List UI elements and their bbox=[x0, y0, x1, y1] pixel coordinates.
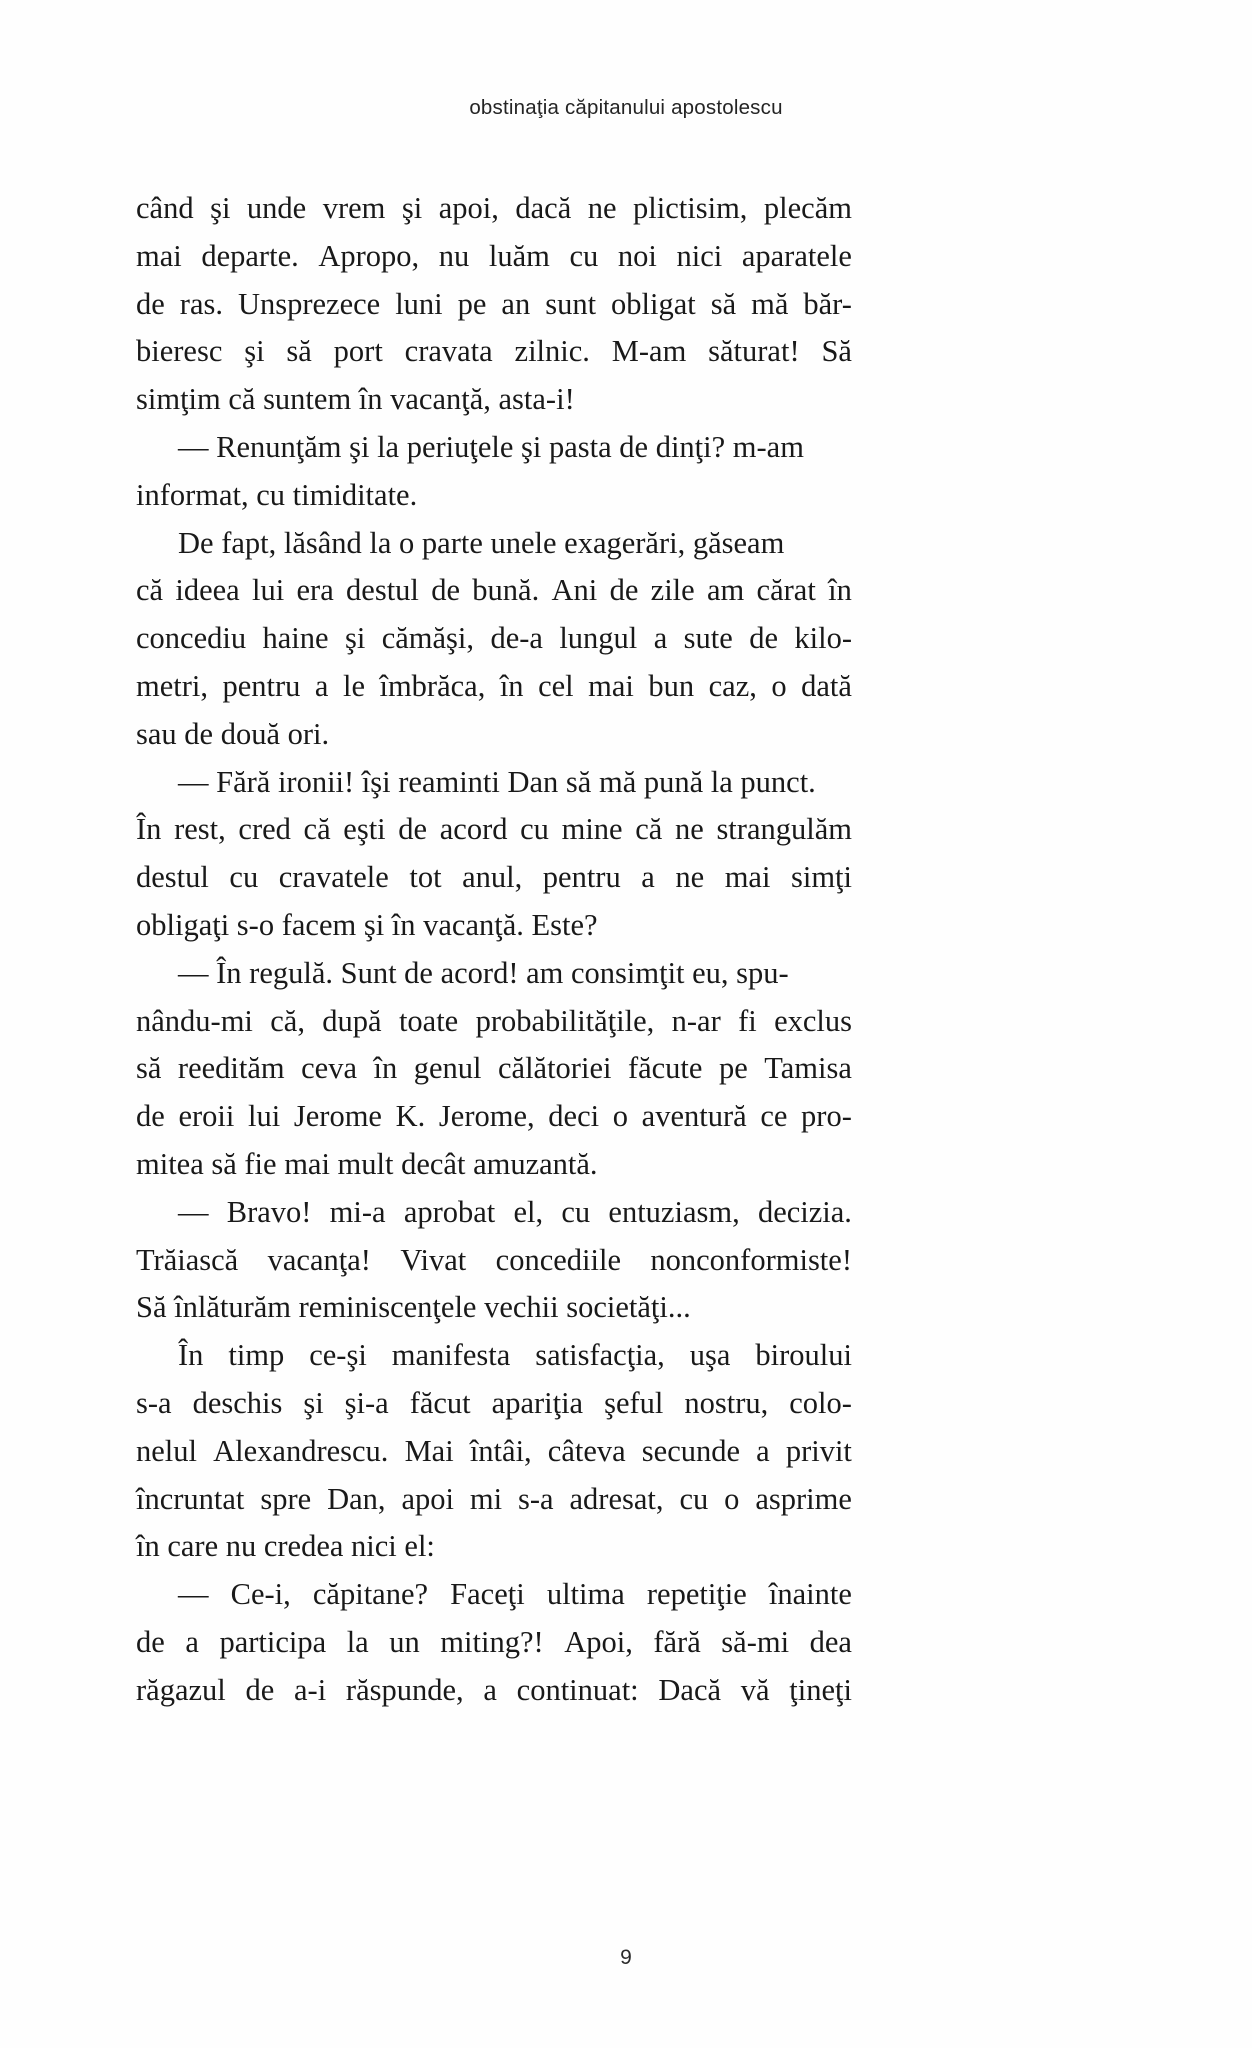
word: privit bbox=[785, 1433, 852, 1468]
word: cămăşi, bbox=[381, 621, 475, 656]
word: genul bbox=[413, 1051, 482, 1086]
word: ras. bbox=[179, 286, 223, 321]
word: de bbox=[136, 1624, 165, 1659]
word: îmbrăca, bbox=[379, 668, 486, 703]
text-line: — Renunţăm şi la periuţele şi pasta de dinţi? m-am bbox=[178, 429, 804, 464]
word: timp bbox=[228, 1338, 285, 1373]
word: şi-a bbox=[344, 1385, 389, 1420]
word: să bbox=[136, 1051, 162, 1086]
word: în bbox=[373, 1051, 398, 1086]
word: ultima bbox=[546, 1577, 625, 1612]
word: Trăiască bbox=[136, 1242, 239, 1277]
word: Dacă bbox=[658, 1672, 722, 1707]
word: nostru, bbox=[684, 1385, 769, 1420]
word: repetiţie bbox=[646, 1577, 747, 1612]
word: s-a bbox=[518, 1481, 554, 1516]
word: Apropo, bbox=[318, 238, 420, 273]
word: să bbox=[286, 334, 312, 369]
word: strangulăm bbox=[716, 812, 852, 847]
word: cu bbox=[520, 812, 549, 847]
word: miting?! bbox=[440, 1624, 544, 1659]
word: făcut bbox=[409, 1385, 471, 1420]
word: ceva bbox=[301, 1051, 357, 1086]
word: vacanţa! bbox=[267, 1242, 371, 1277]
word: pro- bbox=[801, 1099, 852, 1134]
word: n-ar bbox=[671, 1003, 721, 1038]
word: a bbox=[653, 621, 668, 656]
word: de bbox=[136, 1099, 165, 1134]
word: că bbox=[303, 812, 331, 847]
word: fi bbox=[738, 1003, 757, 1038]
word: Ce-i, bbox=[230, 1577, 291, 1612]
word: Ani bbox=[551, 573, 598, 608]
word: vrem bbox=[322, 191, 386, 225]
text-line bbox=[136, 998, 852, 1046]
text-line: — Fără ironii! îşi reaminti Dan să mă pună la punct. bbox=[178, 764, 816, 799]
word: încruntat bbox=[136, 1481, 245, 1516]
word: călătoriei bbox=[498, 1051, 612, 1086]
text-line bbox=[136, 663, 852, 711]
word: Tamisa bbox=[764, 1051, 852, 1086]
text-line: — În regulă. Sunt de acord! am consimţit eu, spu- bbox=[178, 955, 789, 990]
word: întâi, bbox=[469, 1433, 532, 1468]
text-line: informat, cu timiditate. bbox=[136, 477, 418, 512]
word: mai bbox=[588, 668, 634, 703]
word: de bbox=[136, 286, 165, 321]
word: am bbox=[706, 573, 745, 608]
word: Jerome, bbox=[438, 1099, 535, 1134]
word: cravata bbox=[404, 334, 493, 369]
word: satisfacţia, bbox=[535, 1338, 665, 1373]
text-line bbox=[136, 1428, 852, 1476]
word: entuziasm, bbox=[608, 1194, 740, 1229]
word: luni bbox=[395, 286, 443, 321]
word: dată bbox=[801, 668, 852, 703]
word: acord bbox=[439, 812, 508, 847]
word: era bbox=[296, 573, 334, 608]
text-line bbox=[136, 1332, 852, 1380]
word: a bbox=[185, 1624, 199, 1659]
word: Dan, bbox=[327, 1481, 386, 1516]
word: decizia. bbox=[757, 1194, 852, 1229]
word: K. bbox=[395, 1099, 426, 1134]
word: aventură bbox=[641, 1099, 747, 1134]
word: manifesta bbox=[391, 1338, 511, 1373]
word: lungul bbox=[559, 621, 638, 656]
word: eroii bbox=[178, 1099, 235, 1134]
word: Bravo! bbox=[226, 1194, 312, 1229]
word: pentru bbox=[222, 668, 301, 703]
word: Unsprezece bbox=[237, 286, 381, 321]
word: ideea bbox=[175, 573, 240, 608]
text-line: obligaţi s-o facem şi în vacanţă. Este? bbox=[136, 907, 598, 942]
word: dea bbox=[809, 1624, 852, 1659]
word: obligat bbox=[611, 286, 696, 321]
word: rest, bbox=[174, 812, 226, 847]
text-line bbox=[136, 615, 852, 663]
word: mine bbox=[561, 812, 623, 847]
word: deschis bbox=[192, 1385, 283, 1420]
word: ce bbox=[760, 1099, 788, 1134]
text-line bbox=[136, 328, 852, 376]
word: lui bbox=[252, 573, 285, 608]
text-line bbox=[136, 1667, 852, 1715]
word: continuat: bbox=[516, 1672, 639, 1707]
word: de bbox=[609, 573, 639, 608]
word: — bbox=[178, 1577, 209, 1612]
word: mai bbox=[724, 860, 771, 895]
word: cred bbox=[238, 812, 291, 847]
word: sute bbox=[683, 621, 733, 656]
word: ne bbox=[587, 191, 617, 225]
text-line bbox=[136, 567, 852, 615]
word: nându-mi bbox=[136, 1003, 253, 1038]
word: ne bbox=[674, 812, 704, 847]
text-line: De fapt, lăsând la o parte unele exagerări, găseam bbox=[178, 525, 785, 560]
word: cu bbox=[229, 860, 259, 895]
word: răgazul bbox=[136, 1672, 226, 1707]
word: dacă bbox=[515, 191, 572, 225]
word: plictisim, bbox=[633, 191, 748, 225]
word: înainte bbox=[768, 1577, 852, 1612]
word: noi bbox=[617, 238, 657, 273]
word: exclus bbox=[774, 1003, 852, 1038]
word: probabilităţile, bbox=[475, 1003, 655, 1038]
word: şi bbox=[344, 621, 366, 656]
word: anul, bbox=[462, 860, 523, 895]
text-line bbox=[136, 854, 852, 902]
word: an bbox=[501, 286, 531, 321]
word: bună. bbox=[472, 573, 540, 608]
word: pe bbox=[457, 286, 487, 321]
word: făcute bbox=[627, 1051, 703, 1086]
running-head: obstinaţia căpitanului apostolescu bbox=[469, 96, 783, 119]
text-line: simţim că suntem în vacanţă, asta-i! bbox=[136, 382, 575, 417]
word: Alexandrescu. bbox=[213, 1433, 389, 1468]
word: plecăm bbox=[763, 191, 852, 225]
word: Mai bbox=[404, 1433, 454, 1468]
word: eşti bbox=[343, 812, 386, 847]
text-line bbox=[136, 185, 852, 233]
word: când bbox=[136, 191, 194, 225]
word: nu bbox=[438, 238, 470, 273]
word: zilnic. bbox=[514, 334, 590, 369]
word: M-am bbox=[611, 334, 687, 369]
word: toate bbox=[398, 1003, 459, 1038]
word: nici bbox=[676, 238, 723, 273]
word: şi bbox=[303, 1385, 324, 1420]
word: Faceţi bbox=[450, 1577, 525, 1612]
word: pentru bbox=[542, 860, 621, 895]
word: bieresc bbox=[136, 334, 223, 369]
word: mi bbox=[469, 1481, 503, 1516]
word: şeful bbox=[604, 1385, 664, 1420]
word: colo- bbox=[789, 1385, 852, 1420]
word: adresat, bbox=[569, 1481, 664, 1516]
word: concediu bbox=[136, 621, 247, 656]
word: În bbox=[136, 812, 162, 847]
word: cărat bbox=[756, 573, 816, 608]
word: de bbox=[245, 1672, 275, 1707]
word: — bbox=[178, 1194, 209, 1229]
word: de-a bbox=[490, 621, 543, 656]
word: ce-şi bbox=[309, 1338, 367, 1373]
word: mă bbox=[751, 286, 789, 321]
word: s-a bbox=[136, 1385, 172, 1420]
word: cu bbox=[561, 1194, 591, 1229]
word: vă bbox=[740, 1672, 770, 1707]
word: mai bbox=[136, 238, 182, 273]
word: aparatele bbox=[741, 238, 852, 273]
word: de bbox=[431, 573, 460, 608]
word: port bbox=[333, 334, 383, 369]
word: că bbox=[136, 573, 164, 608]
word: kilo- bbox=[794, 621, 852, 656]
word: participa bbox=[219, 1624, 327, 1659]
word: nonconformiste! bbox=[650, 1242, 852, 1277]
word: apoi, bbox=[438, 191, 499, 225]
word: asprime bbox=[755, 1481, 852, 1516]
text-line bbox=[136, 233, 852, 281]
word: uşa bbox=[689, 1338, 731, 1373]
word: după bbox=[322, 1003, 382, 1038]
word: destul bbox=[346, 573, 419, 608]
word: în bbox=[499, 668, 524, 703]
word: a bbox=[756, 1433, 770, 1468]
text-line bbox=[136, 1237, 852, 1285]
word: că bbox=[635, 812, 663, 847]
word: un bbox=[389, 1624, 420, 1659]
word: spre bbox=[260, 1481, 312, 1516]
text-line bbox=[136, 1189, 852, 1237]
word: ţineţi bbox=[789, 1672, 852, 1707]
word: departe. bbox=[201, 238, 299, 273]
word: deci bbox=[548, 1099, 600, 1134]
word: săturat! bbox=[708, 334, 800, 369]
word: de bbox=[749, 621, 778, 656]
word: mi-a bbox=[329, 1194, 386, 1229]
word: răspunde, bbox=[345, 1672, 464, 1707]
word: le bbox=[342, 668, 365, 703]
text-line bbox=[136, 1380, 852, 1428]
word: ne bbox=[675, 860, 705, 895]
word: cravatele bbox=[278, 860, 389, 895]
word: luăm bbox=[488, 238, 550, 273]
text-line bbox=[136, 1045, 852, 1093]
word: să bbox=[710, 286, 737, 321]
word: Jerome bbox=[293, 1099, 382, 1134]
word: câteva bbox=[547, 1433, 626, 1468]
word: tot bbox=[409, 860, 442, 895]
word: zile bbox=[650, 573, 695, 608]
word: bun bbox=[648, 668, 695, 703]
word: a-i bbox=[294, 1672, 327, 1707]
word: destul bbox=[136, 860, 209, 895]
word: să-mi bbox=[721, 1624, 790, 1659]
word: Să bbox=[821, 334, 852, 369]
word: metri, bbox=[136, 668, 208, 703]
word: unde bbox=[246, 191, 307, 225]
text-line bbox=[136, 1571, 852, 1619]
word: cu bbox=[679, 1481, 709, 1516]
word: la bbox=[346, 1624, 369, 1659]
word: Apoi, bbox=[564, 1624, 633, 1659]
word: a bbox=[483, 1672, 497, 1707]
word: o bbox=[771, 668, 787, 703]
word: băr- bbox=[803, 286, 852, 321]
word: a bbox=[314, 668, 329, 703]
word: căpitane? bbox=[312, 1577, 429, 1612]
text-line bbox=[136, 281, 852, 329]
word: o bbox=[612, 1099, 628, 1134]
text-line: Să înlăturăm reminiscenţele vechii societăţi... bbox=[136, 1290, 691, 1325]
word: aprobat bbox=[403, 1194, 496, 1229]
word: cu bbox=[569, 238, 599, 273]
word: a bbox=[641, 860, 655, 895]
text-line bbox=[136, 1619, 852, 1667]
word: sunt bbox=[545, 286, 597, 321]
word: lui bbox=[248, 1099, 281, 1134]
word: că, bbox=[270, 1003, 305, 1038]
text-line: sau de două ori. bbox=[136, 716, 330, 751]
word: pe bbox=[718, 1051, 748, 1086]
word: simţi bbox=[790, 860, 852, 895]
text-line: în care nu credea nici el: bbox=[136, 1529, 435, 1564]
body-text bbox=[136, 185, 852, 1715]
word: apoi bbox=[401, 1481, 454, 1516]
word: secunde bbox=[641, 1433, 741, 1468]
word: fără bbox=[653, 1624, 701, 1659]
page-number: 9 bbox=[620, 1946, 632, 1969]
word: reedităm bbox=[177, 1051, 285, 1086]
word: În bbox=[178, 1338, 204, 1373]
word: concediile bbox=[495, 1242, 621, 1277]
text-line bbox=[136, 806, 852, 854]
word: el, bbox=[513, 1194, 544, 1229]
text-line: mitea să fie mai mult decât amuzantă. bbox=[136, 1146, 598, 1181]
text-line bbox=[136, 1476, 852, 1524]
word: în bbox=[828, 573, 852, 608]
word: caz, bbox=[708, 668, 757, 703]
word: o bbox=[724, 1481, 740, 1516]
word: şi bbox=[244, 334, 265, 369]
word: de bbox=[398, 812, 428, 847]
word: cel bbox=[538, 668, 574, 703]
word: apariţia bbox=[491, 1385, 584, 1420]
word: şi bbox=[401, 191, 423, 225]
word: Vivat bbox=[400, 1242, 467, 1277]
word: haine bbox=[262, 621, 329, 656]
word: nelul bbox=[136, 1433, 197, 1468]
text-line bbox=[136, 1093, 852, 1141]
word: şi bbox=[210, 191, 231, 225]
word: biroului bbox=[755, 1338, 852, 1373]
